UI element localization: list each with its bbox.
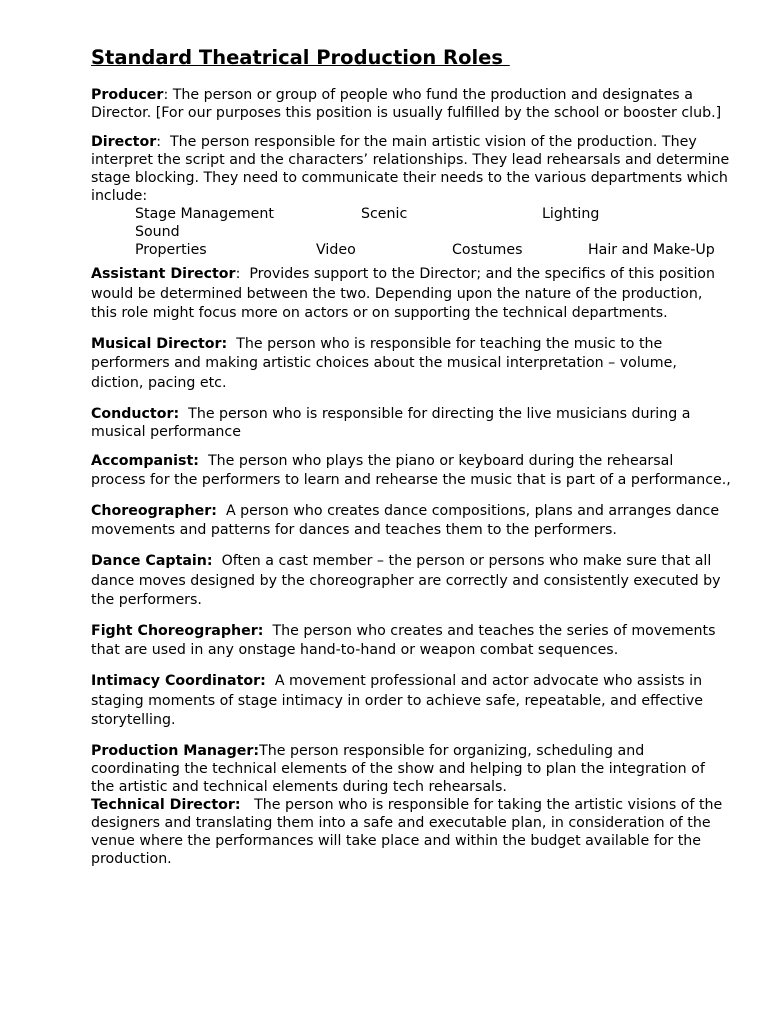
role-description: Provides support to the Director; and the specifics of this position would be determined between the two. Depending upon the nature of the production, this role might focus more on actors or on supporting the technical departments.: [91, 266, 715, 322]
role-separator: [266, 673, 275, 689]
role-choreographer: [91, 502, 731, 541]
department-item: Lighting: [542, 206, 600, 222]
role-separator: [199, 453, 208, 469]
role-director: [91, 133, 731, 205]
role-description: The person who is responsible for directing the live musicians during a musical performance: [91, 405, 691, 440]
role-term: Conductor:: [91, 405, 180, 422]
role-separator: [179, 406, 188, 422]
role-separator: [241, 797, 255, 813]
role-description: The person responsible for the main artistic vision of the production. They interpret the script and the characters’ relationships. They lead rehearsals and determine stage blocking. They need to communicate their needs to the various departments which include:: [91, 134, 730, 204]
role-description: A movement professional and actor advocate who assists in staging moments of stage intimacy in order to achieve safe, repeatable, and effective storytelling.: [91, 672, 703, 729]
role-term: Production Manager:: [91, 742, 260, 759]
departments-row: [91, 223, 731, 241]
role-description: The person who creates and teaches the series of movements that are used in any onstage hand-to-hand or weapon combat sequences.: [91, 622, 716, 659]
role-fight-choreographer: [91, 622, 731, 661]
role-term: Assistant Director: [91, 266, 236, 282]
role-conductor: [91, 405, 731, 441]
role-description: The person who plays the piano or keyboard during the rehearsal process for the performers to learn and rehearse the music that is part of a performance.,: [91, 452, 731, 489]
role-separator: :: [235, 266, 250, 282]
department-item: Properties: [135, 242, 207, 258]
role-term: Dance Captain:: [91, 552, 213, 569]
department-item: Scenic: [361, 206, 408, 222]
role-accompanist: [91, 452, 731, 491]
document-page: [91, 46, 731, 879]
role-technical-director: [91, 796, 731, 868]
role-term: Intimacy Coordinator:: [91, 672, 266, 689]
department-item: Costumes: [452, 242, 523, 258]
role-separator: :: [163, 87, 173, 103]
departments-row: [91, 241, 731, 259]
role-assistant-director: [91, 265, 731, 324]
role-term: Technical Director:: [91, 796, 241, 813]
role-term: Choreographer:: [91, 502, 217, 519]
role-description: The person who is responsible for taking the artistic visions of the designers and translating them into a safe and executable plan, in consideration of the venue where the performances will take place and within the budget available for the production.: [91, 796, 723, 867]
role-description: The person responsible for organizing, scheduling and coordinating the technical elements of the show and helping to plan the integration of the artistic and technical elements during tech rehearsals.: [91, 742, 705, 795]
department-item: Hair and Make-Up: [588, 242, 715, 258]
department-item: Video: [316, 242, 356, 258]
role-description: The person or group of people who fund the production and designates a Director. [For our purposes this position is usually fulfilled by the school or booster club.]: [91, 87, 722, 121]
role-production-manager: [91, 742, 731, 796]
role-term: Director: [91, 134, 157, 150]
role-term: Accompanist:: [91, 452, 199, 469]
document-title: Standard Theatrical Production Roles: [91, 46, 510, 69]
role-separator: [217, 503, 226, 519]
department-item: Sound: [135, 224, 180, 240]
role-separator: [213, 553, 222, 569]
role-term: Fight Choreographer:: [91, 622, 264, 639]
role-producer: [91, 86, 731, 122]
departments-row: [91, 205, 731, 223]
role-separator: [227, 336, 236, 352]
role-term: Musical Director:: [91, 335, 228, 352]
role-description: A person who creates dance compositions, plans and arranges dance movements and patterns for dances and teaches them to the performers.: [91, 502, 720, 539]
department-item: Stage Management: [135, 206, 274, 222]
role-description: Often a cast member – the person or persons who make sure that all dance moves designed by the choreographer are correctly and consistently executed by the performers.: [91, 552, 721, 609]
role-dance-captain: [91, 552, 731, 611]
role-description: The person who is responsible for teaching the music to the performers and making artistic choices about the musical interpretation – volume, diction, pacing etc.: [91, 335, 677, 391]
role-musical-director: [91, 335, 731, 394]
role-intimacy-coordinator: [91, 672, 731, 731]
role-separator: :: [156, 134, 171, 150]
departments-list: [91, 205, 731, 259]
role-term: Producer: [91, 87, 164, 103]
